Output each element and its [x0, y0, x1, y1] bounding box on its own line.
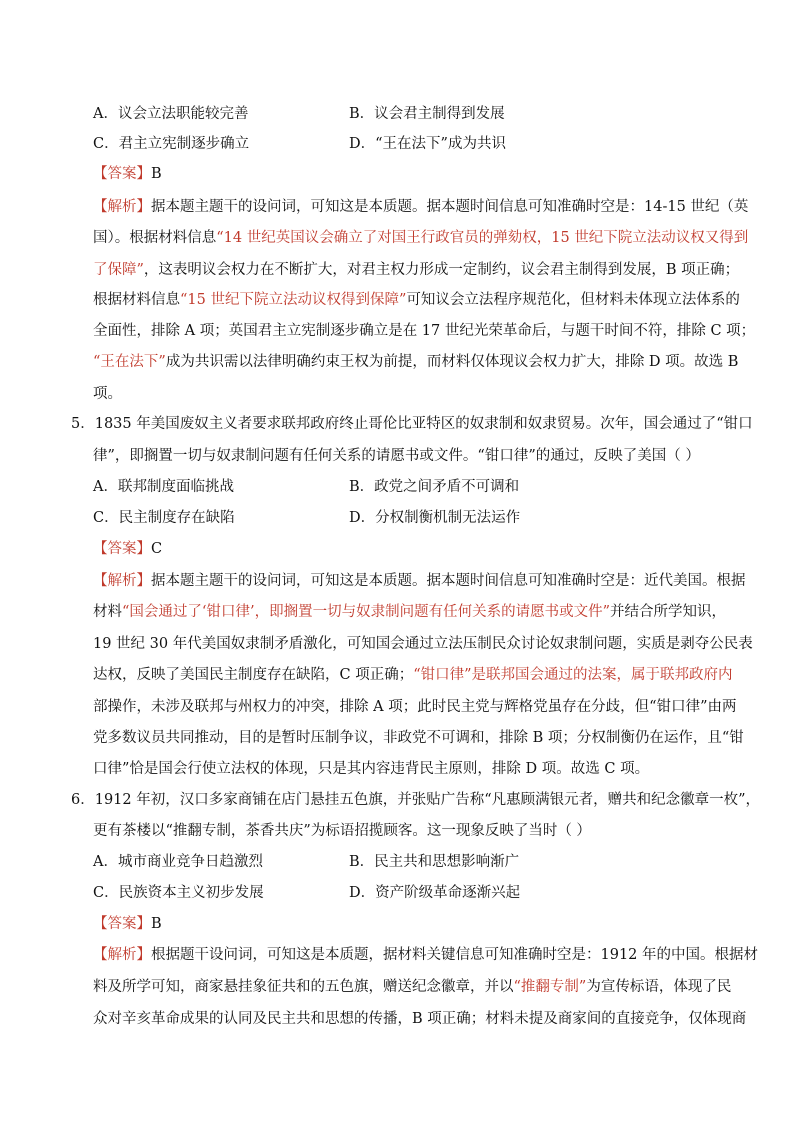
- analysis-label: 【解析】: [93, 199, 151, 215]
- analysis-text: 成为共识需以法律明确约束王权为前提，而材料仅体现议会权力扩大，排除 D 项。故选 B: [165, 354, 739, 370]
- q6-option-d: D．资产阶级革命逐渐兴起: [349, 885, 521, 901]
- q4-analysis-line-4: [93, 290, 740, 310]
- q4-analysis-line-6: [93, 352, 738, 372]
- q4-option-c: C．君主立宪制逐步确立: [93, 136, 250, 152]
- analysis-quote: “推翻专制”: [513, 979, 587, 995]
- analysis-quote: “15 世纪下院立法动议权得到保障”: [180, 292, 407, 308]
- q4-option-a: A．议会立法职能较完善: [93, 106, 249, 122]
- q5-analysis-line-5: 部操作，未涉及联邦与州权力的冲突，排除 A 项；此时民主党与辉格党虽存在分歧，但“钳口律”由两: [93, 699, 737, 715]
- q5-analysis-line-2: [93, 602, 726, 622]
- answer-value: B: [151, 166, 162, 182]
- analysis-label: 【解析】: [93, 947, 151, 963]
- q5-analysis-line-6: 党多数议员共同推动，目的是暂时压制争议，非政党不可调和，排除 B 项；分权制衡仍在运作，且“钳: [93, 730, 744, 746]
- answer-value: B: [151, 916, 162, 932]
- analysis-text: 料及所学可知，商家悬挂象征共和的五色旗，赠送纪念徽章，并以: [93, 979, 514, 995]
- q4-analysis-line-3: [93, 260, 739, 280]
- q5-answer: [93, 539, 162, 559]
- analysis-text: 并结合所学知识，: [610, 604, 727, 620]
- q6-answer: [93, 914, 162, 934]
- answer-value: C: [151, 541, 163, 557]
- q6-analysis-line-1: [93, 945, 758, 965]
- q6-stem-line-1: 6．1912 年初，汉口多家商铺在店门悬挂五色旗，并张贴广告称“凡惠顾满银元者，赠共和纪念徽章一枚”，: [71, 792, 761, 808]
- analysis-text: 据本题主题干的设问词，可知这是本质题。据本题时间信息可知准确时空是：近代美国。根据: [151, 573, 746, 589]
- analysis-text: 根据材料信息: [93, 292, 180, 308]
- analysis-quote: “王在法下”: [93, 354, 166, 370]
- q5-analysis-line-7: 口律”恰是国会行使立法权的体现，只是其内容违背民主原则，排除 D 项。故选 C 项。: [93, 761, 650, 777]
- answer-label: 【答案】: [93, 166, 151, 182]
- analysis-text: 为宣传标语，体现了民: [586, 979, 732, 995]
- q5-analysis-line-1: [93, 571, 746, 591]
- q4-analysis-line-5: 全面性，排除 A 项；英国君主立宪制逐步确立是在 17 世纪光荣革命后，与题干时间不符，排除 C 项；: [93, 323, 756, 339]
- q5-analysis-line-4: [93, 665, 733, 685]
- q5-option-c: C．民主制度存在缺陷: [93, 510, 235, 526]
- q4-analysis-line-1: [93, 197, 748, 217]
- q5-stem-line-1: 5．1835 年美国废奴主义者要求联邦政府终止哥伦比亚特区的奴隶制和奴隶贸易。次年，国会通过了“钳口: [71, 416, 753, 432]
- analysis-text: 根据题干设问词，可知这是本质题，据材料关键信息可知准确时空是：1912 年的中国。根据材: [151, 947, 759, 963]
- analysis-quote: “国会通过了‘钳口律’，即搁置一切与奴隶制问题有任何关系的请愿书或文件”: [122, 604, 611, 620]
- analysis-text: 达权，反映了美国民主制度存在缺陷，C 项正确；: [93, 667, 414, 683]
- q6-option-a: A．城市商业竞争日趋激烈: [93, 854, 263, 870]
- q5-option-b: B．政党之间矛盾不可调和: [349, 479, 520, 495]
- q6-stem-line-2: 更有茶楼以“推翻专制，茶香共庆”为标语招揽顾客。这一现象反映了当时（ ）: [93, 823, 591, 839]
- answer-label: 【答案】: [93, 916, 151, 932]
- q6-analysis-line-3: 众对辛亥革命成果的认同及民主共和思想的传播，B 项正确；材料未提及商家间的直接竞争，仅体现商: [93, 1011, 747, 1027]
- analysis-text: 可知议会立法程序规范化，但材料未体现立法体系的: [406, 292, 740, 308]
- analysis-text: 据本题主题干的设问词，可知这是本质题。据本题时间信息可知准确时空是：14-15 世纪（英: [151, 199, 749, 215]
- q6-analysis-line-2: [93, 977, 731, 997]
- q5-option-a: A．联邦制度面临挑战: [93, 479, 234, 495]
- q6-option-c: C．民族资本主义初步发展: [93, 885, 264, 901]
- q6-option-b: B．民主共和思想影响渐广: [349, 854, 520, 870]
- analysis-text: 国）。根据材料信息: [93, 230, 217, 246]
- analysis-quote: 了保障”: [93, 262, 144, 278]
- analysis-quote: “钳口律”是联邦国会通过的法案，属于联邦政府内: [413, 667, 733, 683]
- q5-analysis-line-3: 19 世纪 30 年代美国奴隶制矛盾激化，可知国会通过立法压制民众讨论奴隶制问题，实质是剥夺公民表: [93, 636, 753, 652]
- analysis-label: 【解析】: [93, 573, 151, 589]
- q4-option-d: D．“王在法下”成为共识: [349, 136, 506, 152]
- q5-option-d: D．分权制衡机制无法运作: [349, 510, 521, 526]
- q4-answer: [93, 164, 162, 184]
- analysis-text: 材料: [93, 604, 122, 620]
- analysis-quote: “14 世纪英国议会确立了对国王行政官员的弹劾权，15 世纪下院立法动议权又得到: [216, 230, 749, 246]
- analysis-text: ，这表明议会权力在不断扩大，对君主权力形成一定制约，议会君主制得到发展，B 项正确；: [143, 262, 740, 278]
- answer-label: 【答案】: [93, 541, 151, 557]
- q4-analysis-line-7: 项。: [93, 386, 122, 402]
- q4-option-b: B．议会君主制得到发展: [349, 106, 505, 122]
- q4-analysis-line-2: [93, 228, 748, 248]
- q5-stem-line-2: 律”，即搁置一切与奴隶制问题有任何关系的请愿书或文件。“钳口律”的通过，反映了美国（ ）: [93, 448, 700, 464]
